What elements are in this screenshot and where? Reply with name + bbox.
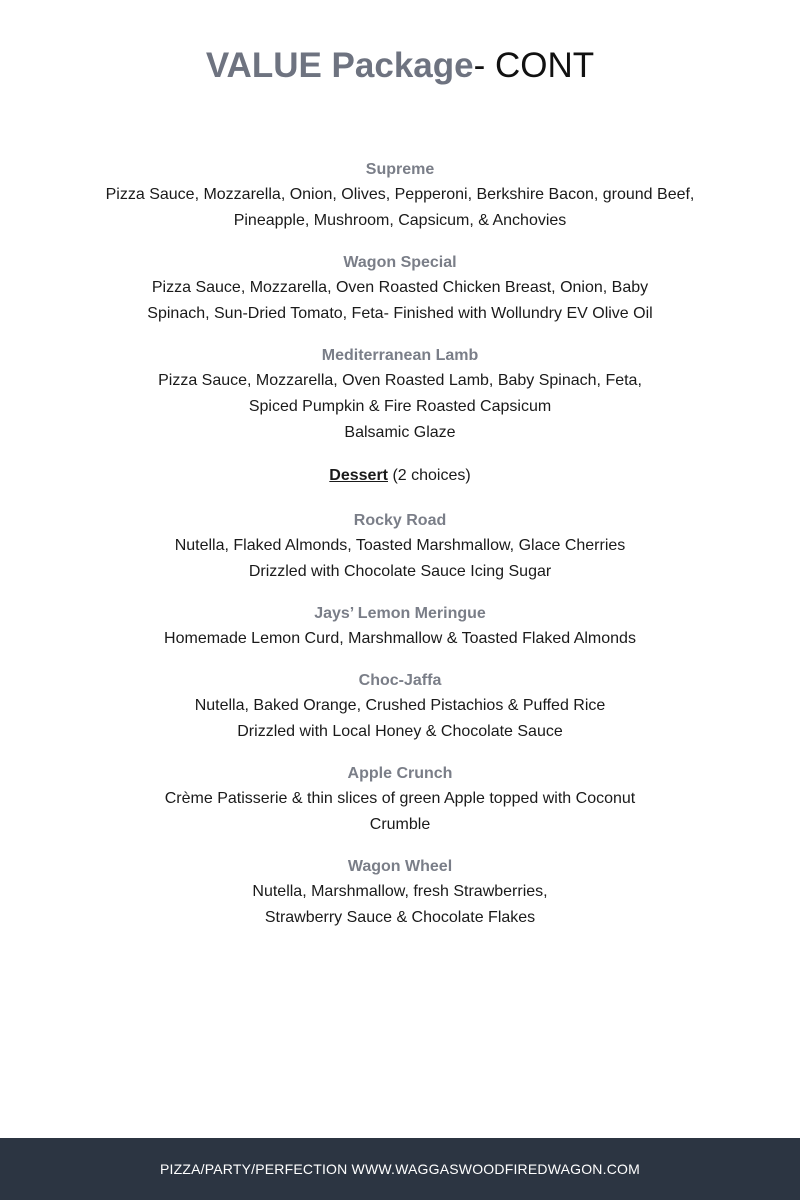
menu-item-description: Spiced Pumpkin & Fire Roasted Capsicum [248, 398, 552, 415]
menu-item-rocky-road [0, 509, 800, 585]
menu-item-name: Apple Crunch [347, 765, 453, 782]
dessert-heading-label: Dessert [329, 467, 388, 484]
menu-item-wagon-wheel [0, 855, 800, 931]
menu-item-wagon-special [0, 251, 800, 327]
menu-item-description: Nutella, Baked Orange, Crushed Pistachios & Puffed Rice [194, 697, 606, 714]
menu-item-description: Homemade Lemon Curd, Marshmallow & Toasted Flaked Almonds [164, 630, 636, 647]
menu-item-description: Nutella, Flaked Almonds, Toasted Marshmallow, Glace Cherries [174, 537, 626, 554]
menu-item-description: Pizza Sauce, Mozzarella, Onion, Olives, Pepperoni, Berkshire Bacon, ground Beef, [105, 186, 695, 203]
menu-item-description: Crumble [369, 816, 431, 833]
menu-item-description: Strawberry Sauce & Chocolate Flakes [264, 909, 536, 926]
menu-item-apple-crunch [0, 762, 800, 838]
footer-bar [0, 1138, 800, 1200]
menu-item-description: Spinach, Sun-Dried Tomato, Feta- Finished with Wollundry EV Olive Oil [147, 305, 653, 322]
menu-item-name: Jays’ Lemon Meringue [314, 605, 486, 622]
menu-item-name: Wagon Special [343, 254, 457, 271]
menu-item-lemon-meringue [0, 602, 800, 652]
menu-item-supreme [0, 158, 800, 234]
menu-item-description: Pizza Sauce, Mozzarella, Oven Roasted Chicken Breast, Onion, Baby [151, 279, 649, 296]
menu-item-name: Choc-Jaffa [358, 672, 442, 689]
menu-item-description: Drizzled with Chocolate Sauce Icing Sugar [248, 563, 552, 580]
menu-item-name: Wagon Wheel [347, 858, 453, 875]
menu-item-description: Balsamic Glaze [344, 424, 456, 441]
menu-item-description: Nutella, Marshmallow, fresh Strawberries, [252, 883, 548, 900]
dessert-choice-note: (2 choices) [388, 467, 471, 484]
menu-item-name: Mediterranean Lamb [321, 347, 479, 364]
menu-item-choc-jaffa [0, 669, 800, 745]
menu-content [0, 158, 800, 948]
page-title [0, 44, 800, 88]
menu-item-name: Rocky Road [353, 512, 447, 529]
footer-text: PIZZA/PARTY/PERFECTION WWW.WAGGASWOODFIREDWAGON.COM [160, 1161, 640, 1177]
menu-item-description: Pizza Sauce, Mozzarella, Oven Roasted Lamb, Baby Spinach, Feta, [158, 372, 642, 389]
dessert-section-heading [0, 463, 800, 489]
page-title-rest: - CONT [473, 46, 595, 85]
menu-item-description: Pineapple, Mushroom, Capsicum, & Anchovies [233, 212, 567, 229]
menu-item-description: Drizzled with Local Honey & Chocolate Sauce [237, 723, 563, 740]
menu-item-description: Crème Patisserie & thin slices of green Apple topped with Coconut [164, 790, 636, 807]
page-title-strong: VALUE Package [205, 46, 474, 85]
menu-item-mediterranean-lamb [0, 344, 800, 446]
menu-item-name: Supreme [365, 161, 435, 178]
